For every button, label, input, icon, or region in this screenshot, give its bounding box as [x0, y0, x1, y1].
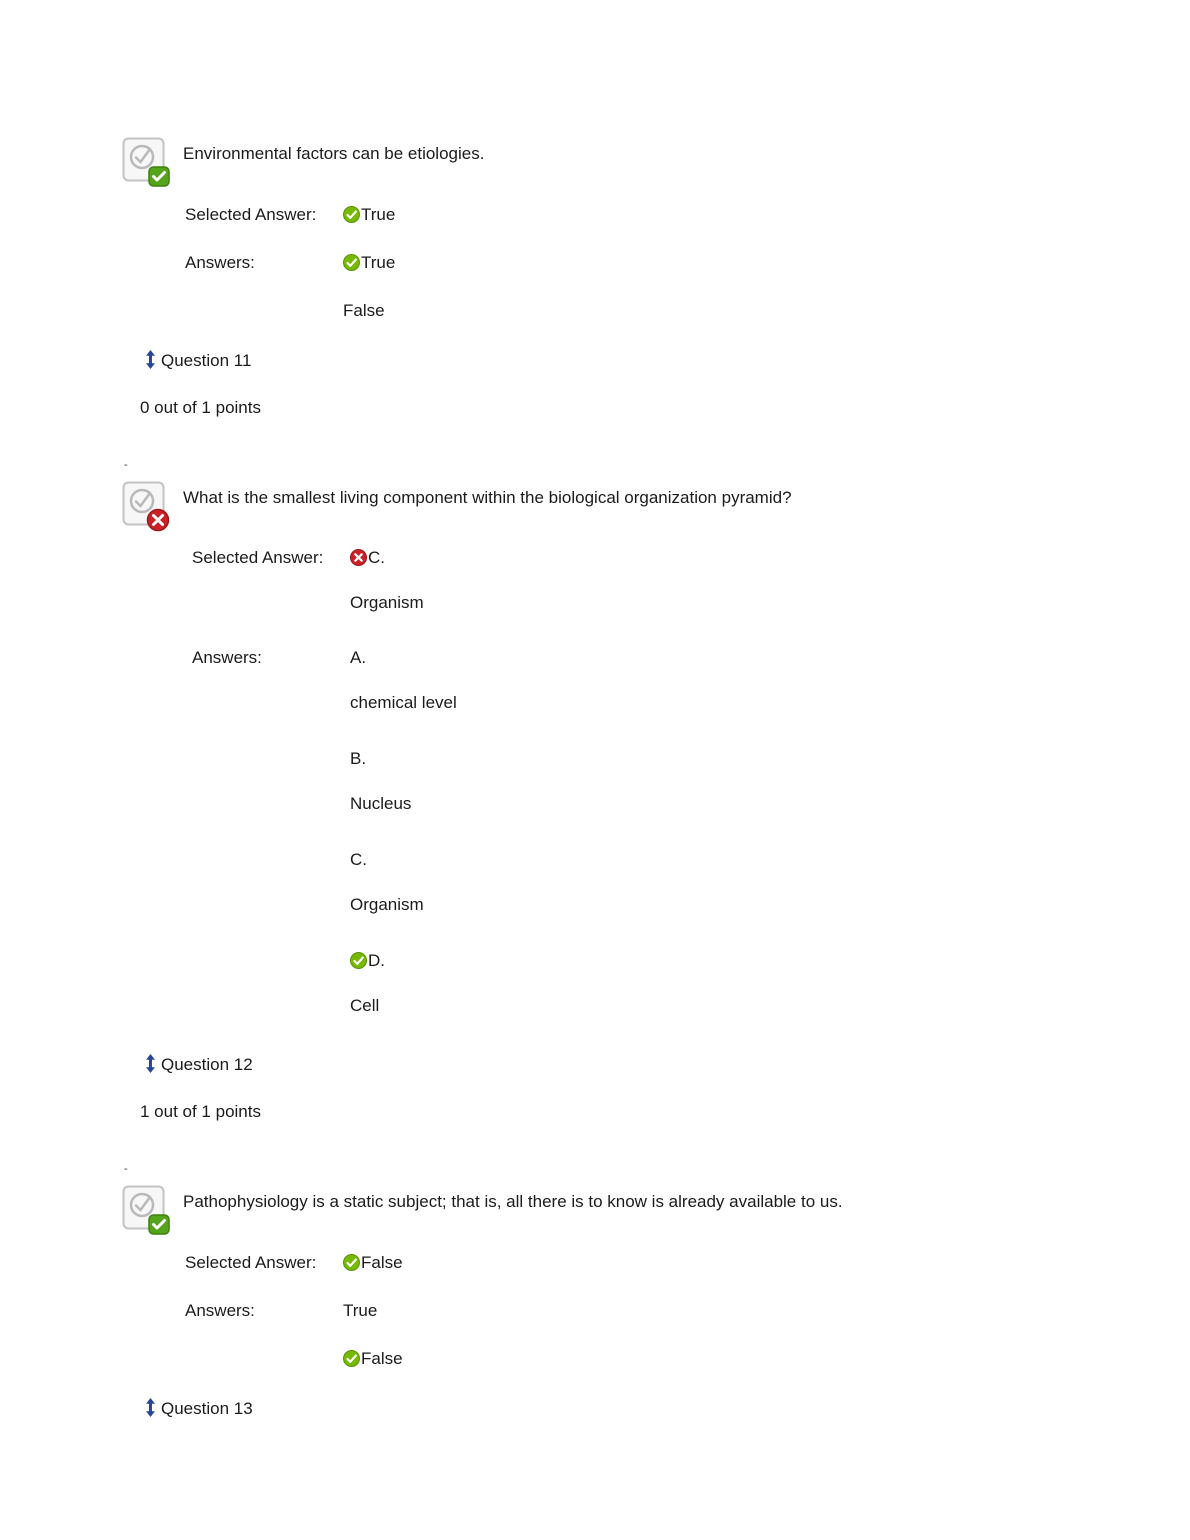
answer-option — [350, 736, 1190, 826]
question-11-body — [122, 481, 1190, 1039]
collapse-marker: - — [124, 459, 128, 471]
answers-label: Answers: — [185, 1301, 255, 1320]
answer-letter: C. — [350, 850, 367, 869]
selected-answer-label: Selected Answer: — [185, 205, 317, 224]
answer-option — [350, 837, 1190, 927]
question-header-label: Question 13 — [161, 1399, 253, 1418]
answer-option — [350, 938, 1190, 1028]
question-incorrect-status-icon — [122, 481, 172, 533]
question-header-label: Question 12 — [161, 1055, 253, 1074]
selected-answer-value — [343, 1239, 1190, 1287]
selected-answer-value — [343, 191, 1190, 239]
correct-check-icon — [343, 1338, 360, 1355]
answer-text: chemical level — [350, 693, 457, 712]
incorrect-x-icon — [350, 538, 367, 555]
question-11-header[interactable] — [145, 337, 1190, 388]
correct-check-icon — [343, 1242, 360, 1259]
question-11-points: 0 out of 1 points — [140, 398, 261, 417]
answer-text: False — [361, 1349, 403, 1368]
answer-text: True — [361, 253, 396, 272]
answer-letter-row — [350, 938, 1190, 983]
answer-letter: B. — [350, 749, 367, 768]
answer-letter: D. — [368, 951, 385, 970]
up-down-arrow-icon — [145, 1388, 156, 1436]
question-13-header[interactable] — [145, 1385, 1190, 1436]
question-text: Environmental factors can be etiologies. — [183, 144, 485, 163]
question-correct-status-icon — [122, 137, 172, 189]
answer-text: Organism — [350, 895, 424, 914]
question-12-header[interactable] — [145, 1041, 1190, 1092]
selected-answer-text: True — [361, 205, 396, 224]
answer-option — [343, 287, 1190, 335]
answer-letter: A. — [350, 648, 367, 667]
answers-label: Answers: — [185, 253, 255, 272]
selected-answer-text: Organism — [350, 593, 424, 612]
correct-check-icon — [343, 242, 360, 259]
up-down-arrow-icon — [145, 340, 156, 388]
answer-option — [343, 1335, 1190, 1383]
answer-option — [350, 635, 1190, 725]
answers-label: Answers: — [192, 648, 262, 667]
question-12-points: 1 out of 1 points — [140, 1102, 261, 1121]
question-header-label: Question 11 — [161, 351, 252, 370]
question-10-body — [122, 137, 1190, 335]
answer-text: Nucleus — [350, 794, 412, 813]
selected-answer-text: False — [361, 1253, 403, 1272]
question-text: What is the smallest living component within the biological organization pyramid? — [183, 488, 792, 507]
selected-answer-label: Selected Answer: — [192, 548, 324, 567]
question-12-body — [122, 1185, 1190, 1383]
answer-text: True — [343, 1301, 378, 1320]
up-down-arrow-icon — [145, 1044, 156, 1092]
selected-answer-value — [350, 535, 1190, 580]
answer-option — [343, 239, 1190, 287]
selected-answer-letter: C. — [368, 548, 385, 567]
answer-text: False — [343, 301, 385, 320]
collapse-marker: - — [124, 1163, 128, 1175]
correct-check-icon — [350, 941, 367, 958]
answer-option — [343, 1287, 1190, 1335]
answer-text: Cell — [350, 996, 380, 1015]
question-correct-status-icon — [122, 1185, 172, 1237]
question-text: Pathophysiology is a static subject; that is, all there is to know is already available to us. — [183, 1192, 843, 1211]
selected-answer-label: Selected Answer: — [185, 1253, 317, 1272]
correct-check-icon — [343, 194, 360, 211]
